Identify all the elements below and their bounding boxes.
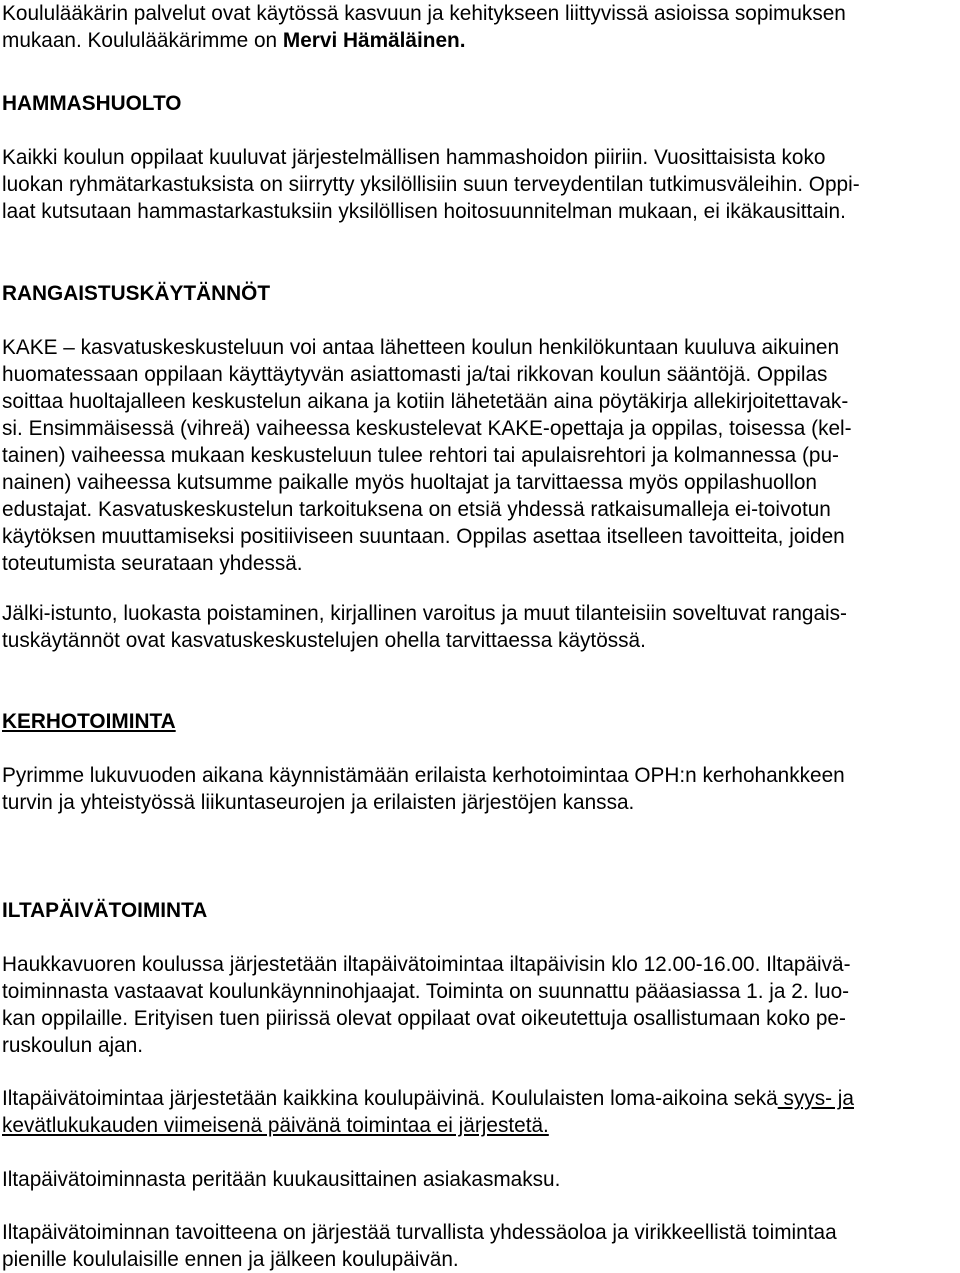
text-line: laat kutsutaan hammastarkastuksiin yksilöllisen hoitosuunnitelman mukaan, ei ikäkausittain.	[2, 200, 846, 223]
text-line: toteutumista seurataan yhdessä.	[2, 552, 303, 575]
text-line: tuskäytännöt ovat kasvatuskeskustelujen ohella tarvittaessa käytössä.	[2, 629, 646, 652]
section-heading-dental: HAMMASHUOLTO	[2, 92, 182, 115]
text-line: nainen) vaiheessa kutsumme paikalle myös huoltajat ja tarvittaessa myös oppilashuollon	[2, 471, 817, 494]
clubs-paragraph	[2, 762, 958, 816]
text-line: kan oppilaille. Erityisen tuen piirissä olevat oppilaat ovat oikeutettuja osallistumaan koko pe-	[2, 1007, 846, 1030]
text-line: huomatessaan oppilaan käyttäytyvän asiattomasti ja/tai rikkovan koulun sääntöjä. Oppilas	[2, 363, 828, 386]
text-line: si. Ensimmäisessä (vihreä) vaiheessa keskustelevat KAKE-opettaja ja oppilas, toisessa (kel-	[2, 417, 852, 440]
text-line: soittaa huoltajalleen keskustelun aikana ja kotiin lähetetään aina pöytäkirja allekirjoitettavak-	[2, 390, 849, 413]
intro-line	[2, 27, 958, 54]
text-line-underlined: kevätlukukauden viimeisenä päivänä toimintaa ei järjestetä.	[2, 1114, 549, 1137]
section-heading-clubs: KERHOTOIMINTA	[2, 710, 176, 733]
text-line: toiminnasta vastaavat koulunkäynninohjaajat. Toiminta on suunnattu pääasiassa 1. ja 2. luo-	[2, 980, 850, 1003]
text-plain: Iltapäivätoimintaa järjestetään kaikkina koulupäivinä. Koululaisten loma-aikoina sekä	[2, 1087, 778, 1110]
afternoon-paragraph-4	[2, 1219, 958, 1273]
doctor-name: Mervi Hämäläinen.	[282, 29, 466, 52]
text-line: Pyrimme lukuvuoden aikana käynnistämään erilaista kerhotoimintaa OPH:n kerhohankkeen	[2, 764, 845, 787]
text-underlined: syys- ja	[777, 1087, 854, 1110]
discipline-paragraph-2	[2, 600, 958, 654]
text-line: KAKE – kasvatuskeskusteluun voi antaa lähetteen koulun henkilökuntaan kuuluva aikuinen	[2, 336, 840, 359]
afternoon-paragraph-3	[2, 1166, 958, 1193]
text-line: luokan ryhmätarkastuksista on siirrytty yksilöllisiin suun terveydentilan tutkimusväleihin. Oppi-	[2, 173, 860, 196]
text-line: turvin ja yhteistyössä liikuntaseurojen ja erilaisten järjestöjen kanssa.	[2, 791, 635, 814]
text-line: Haukkavuoren koulussa järjestetään iltapäivätoimintaa iltapäivisin klo 12.00-16.00. Iltapäivä-	[2, 953, 851, 976]
section-heading-discipline: RANGAISTUSKÄYTÄNNÖT	[2, 282, 271, 305]
afternoon-paragraph-2	[2, 1085, 958, 1139]
discipline-paragraph-1	[2, 334, 958, 577]
afternoon-paragraph-1	[2, 951, 958, 1059]
text-line: Kaikki koulun oppilaat kuuluvat järjestelmällisen hammashoidon piiriin. Vuosittaisista koko	[2, 146, 826, 169]
text-line: käytöksen muuttamiseksi positiiviseen suuntaan. Oppilas asettaa itselleen tavoitteita, joiden	[2, 525, 845, 548]
intro-line: Koululääkärin palvelut ovat käytössä kasvuun ja kehitykseen liittyvissä asioissa sopimuksen	[2, 2, 846, 25]
text-line	[2, 1085, 958, 1112]
text-line: Iltapäivätoiminnasta peritään kuukausittainen asiakasmaksu.	[2, 1168, 561, 1191]
intro-line-prefix: mukaan. Koululääkärimme on	[2, 29, 283, 52]
text-line: tainen) vaiheessa mukaan keskusteluun tulee rehtori tai apulaisrehtori ja kolmannessa (pu-	[2, 444, 839, 467]
intro-paragraph	[2, 0, 958, 54]
text-line: edustajat. Kasvatuskeskustelun tarkoituksena on etsiä yhdessä ratkaisumalleja ei-toivotun	[2, 498, 831, 521]
section-heading-afternoon: ILTAPÄIVÄTOIMINTA	[2, 899, 208, 922]
text-line: Jälki-istunto, luokasta poistaminen, kirjallinen varoitus ja muut tilanteisiin soveltuvat rangais-	[2, 602, 847, 625]
text-line: Iltapäivätoiminnan tavoitteena on järjestää turvallista yhdessäoloa ja virikkeellistä toimintaa	[2, 1221, 837, 1244]
text-line: pienille koululaisille ennen ja jälkeen koulupäivän.	[2, 1248, 459, 1271]
text-line: ruskoulun ajan.	[2, 1034, 144, 1057]
dental-paragraph	[2, 144, 958, 225]
